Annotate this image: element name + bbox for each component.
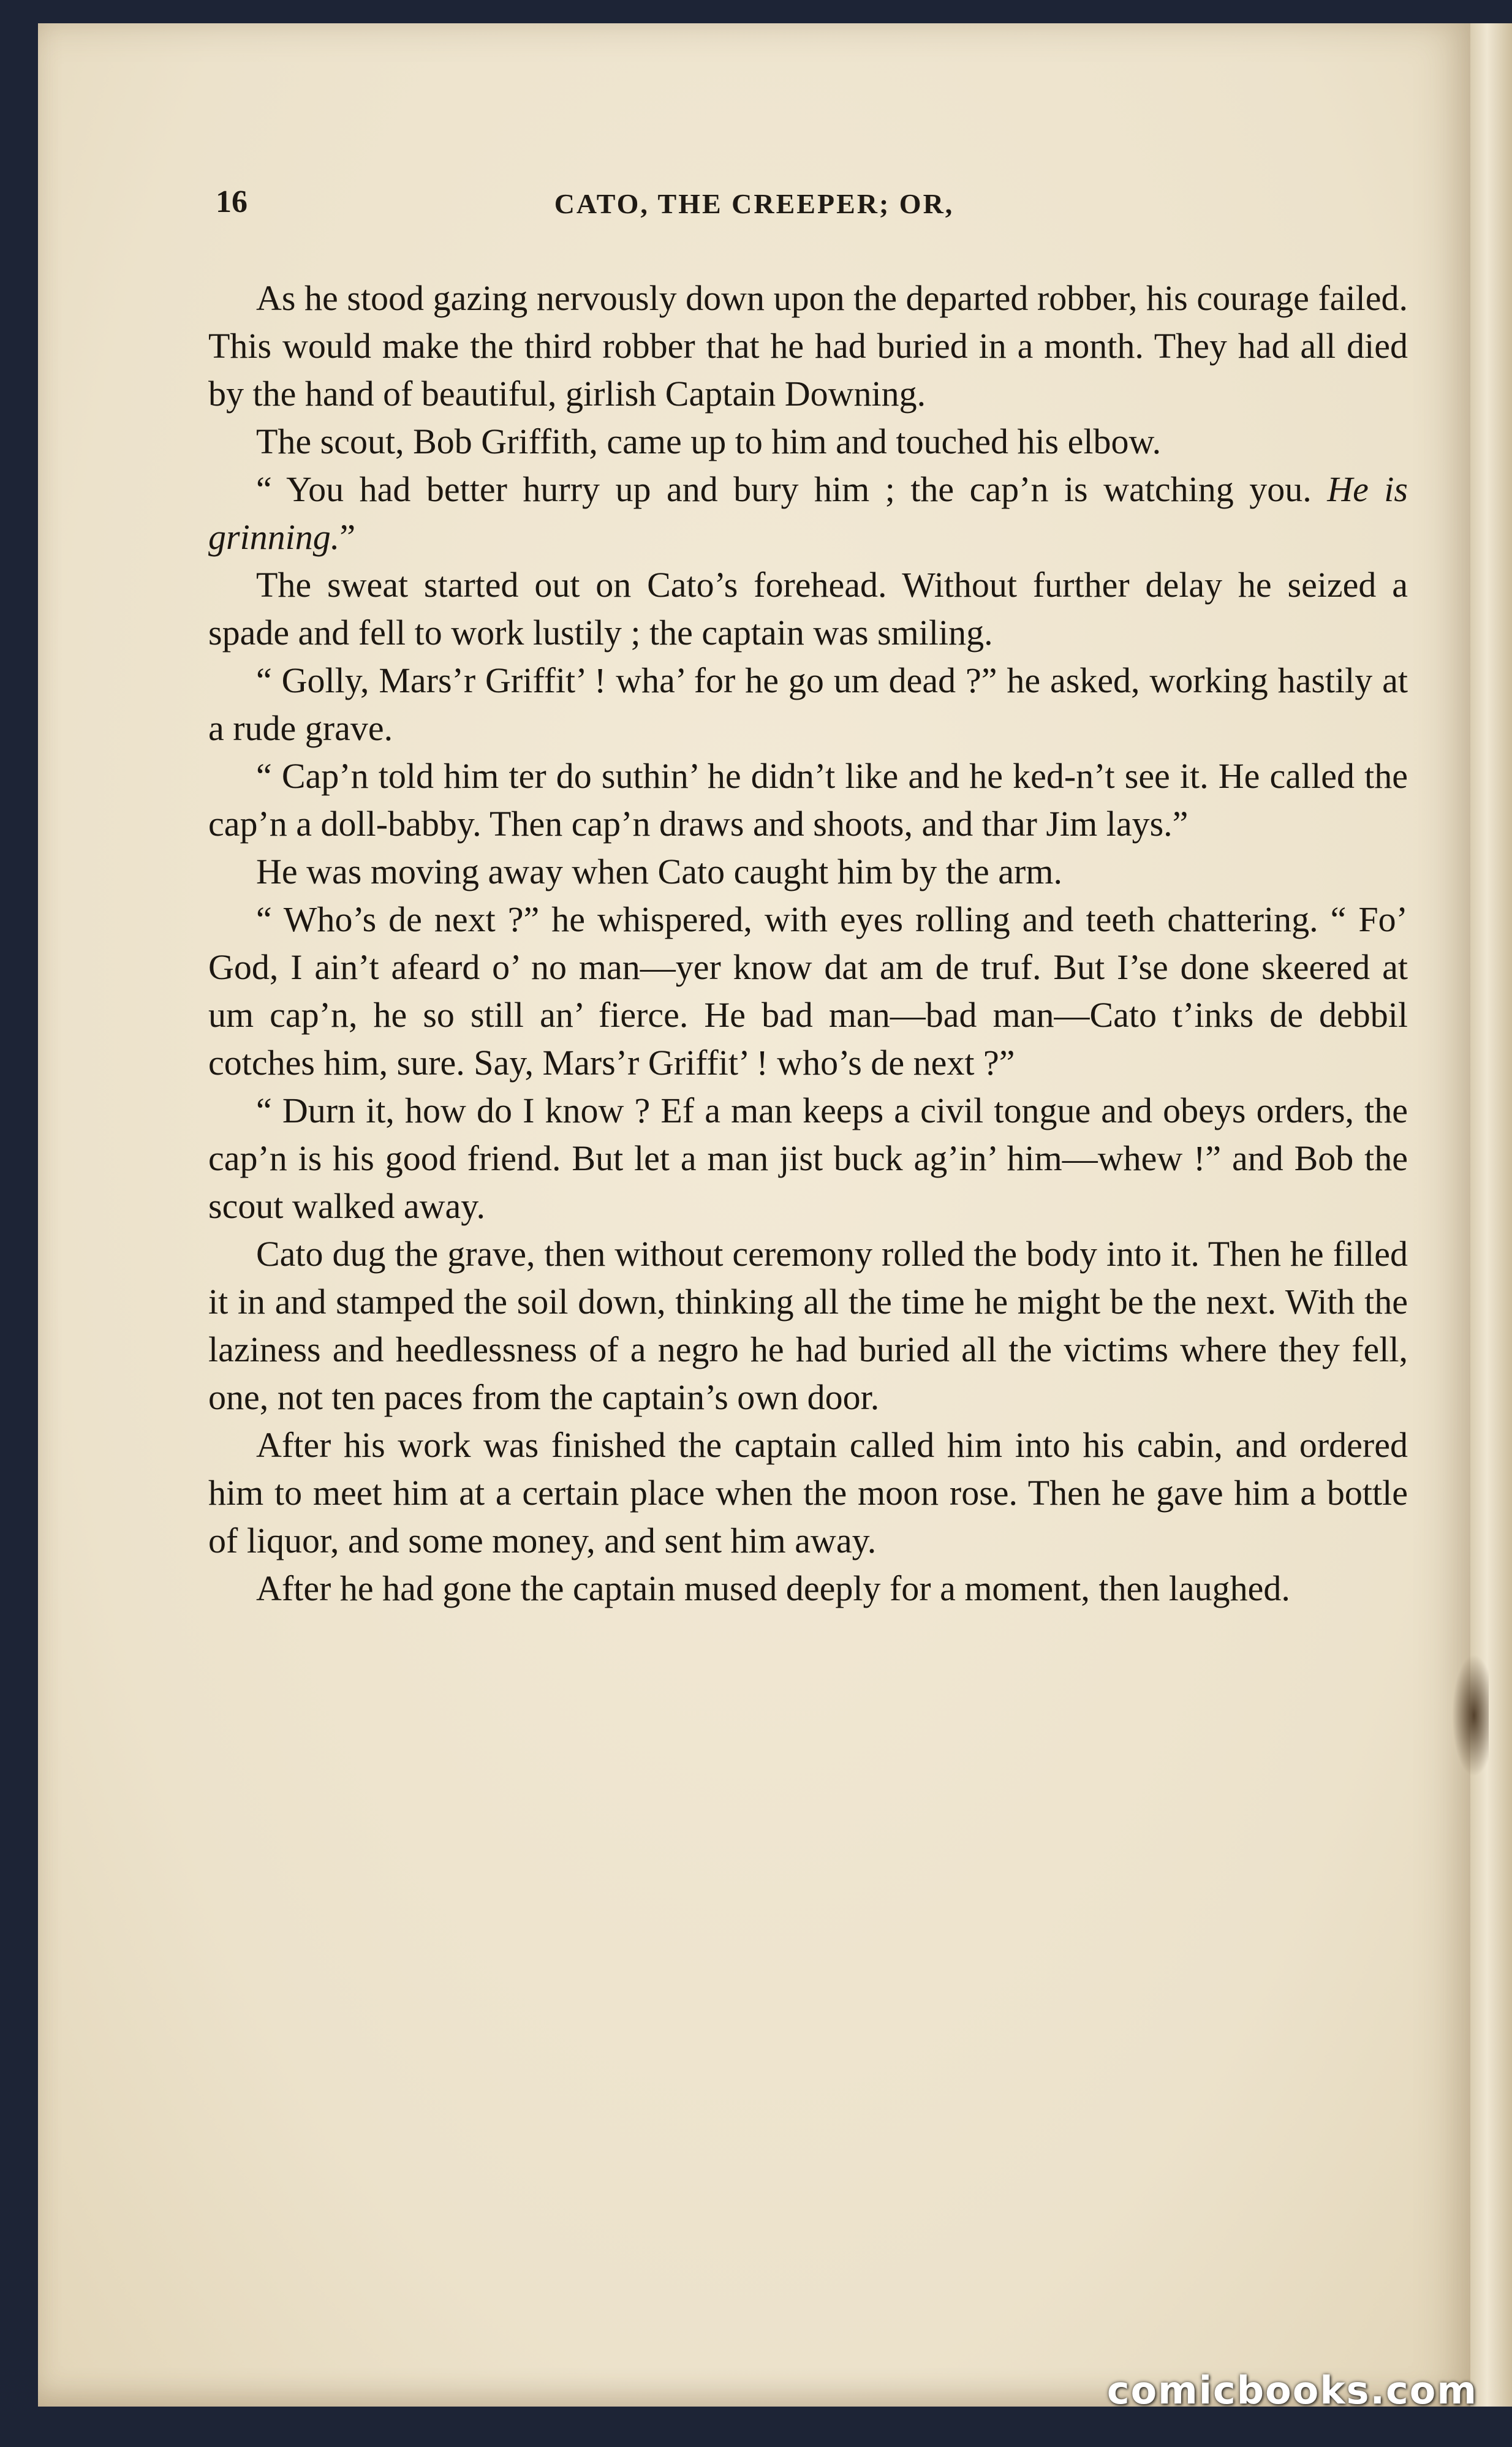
paragraph: After he had gone the captain mused deeply for a moment, then laughed. [256, 1568, 1290, 1608]
body-text [208, 274, 1408, 1613]
paragraph [208, 466, 1408, 561]
paragraph: The scout, Bob Griffith, came up to him and touched his elbow. [256, 422, 1162, 461]
watermark-logo: comicbooks.com [1106, 2368, 1478, 2413]
paragraph: The sweat started out on Cato’s forehead. Without further delay he seized a spade and fell to work lustily ; the captain was smiling. [208, 565, 1408, 652]
paragraph: “ Golly, Mars’r Griffit’ ! wha’ for he go um dead ?” he asked, working hastily at a rude grave. [208, 660, 1408, 748]
paragraph: Cato dug the grave, then without ceremony rolled the body into it. Then he filled it in and stamped the soil down, thinking all the time he might be the next. With the laziness and heedlessness of a negro he had buried all the victims where they fell, one, not ten paces from the captain’s own door. [208, 1234, 1408, 1417]
paragraph: “ Cap’n told him ter do suthin’ he didn’t like and he ked-n’t see it. He called the cap’n a doll-babby. Then cap’n draws and shoots, and thar Jim lays.” [208, 756, 1408, 844]
paragraph: “ Who’s de next ?” he whispered, with eyes rolling and teeth chattering. “ Fo’ God, I ain’t afeard o’ no man—yer know dat am de truf. But I’se done skeered at um cap’n, he so still an’ fierce. He bad man—bad man—Cato t’inks de debbil cotches him, sure. Say, Mars’r Griffit’ ! who’s de next ?” [208, 899, 1408, 1083]
page-number: 16 [216, 184, 248, 219]
paragraph: As he stood gazing nervously down upon the departed robber, his courage failed. This would make the third robber that he had buried in a month. They had all died by the hand of beautiful, girlish Captain Downing. [208, 278, 1408, 414]
closing-quote: ” [339, 517, 356, 557]
running-head: CATO, THE CREEPER; OR, [554, 188, 954, 219]
paragraph: “ Durn it, how do I know ? Ef a man keeps a civil tongue and obeys orders, the cap’n is his good friend. But let a man jist buck ag’in’ him—whew !” and Bob the scout walked away. [208, 1091, 1408, 1226]
book-page [38, 23, 1470, 2407]
page-stain [1452, 1654, 1489, 1777]
paragraph: After his work was finished the captain called him into his cabin, and ordered him to meet him at a certain place when the moon rose. Then he gave him a bottle of liquor, and some money, and sent him away. [208, 1425, 1408, 1560]
book-spine [1470, 23, 1512, 2407]
paragraph-text: “ You had better hurry up and bury him ; the cap’n is watching you. [256, 469, 1328, 509]
italic-phrase: He is grinning. [208, 469, 1408, 557]
paragraph: He was moving away when Cato caught him by the arm. [256, 852, 1062, 891]
